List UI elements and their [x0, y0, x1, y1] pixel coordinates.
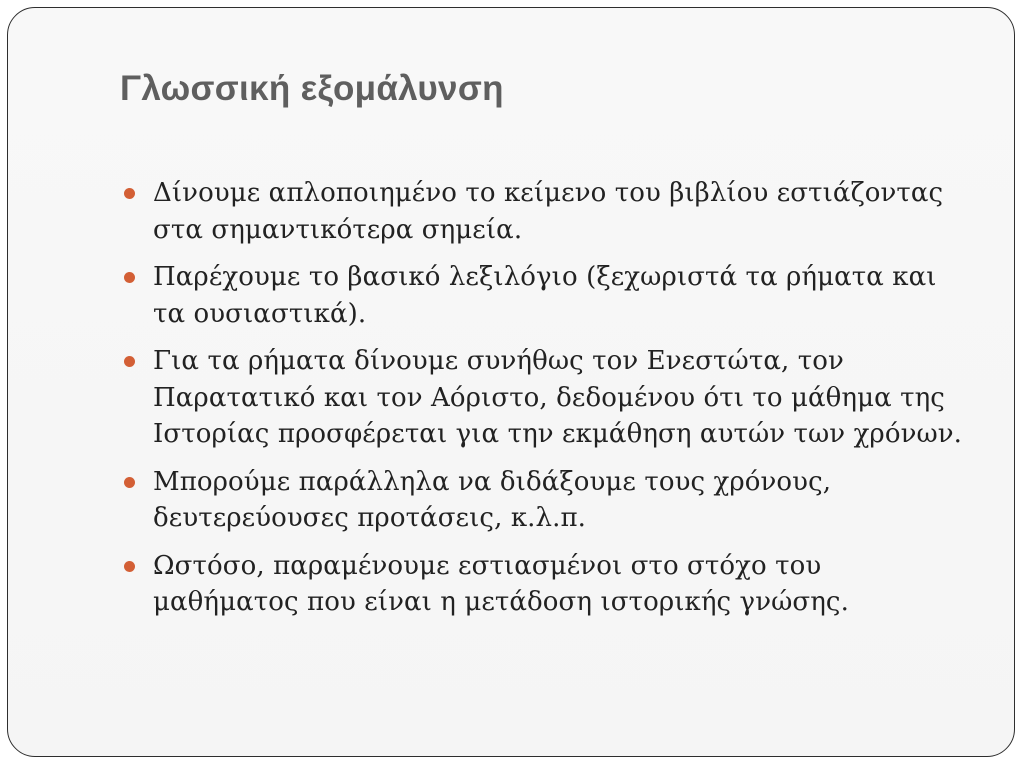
bullet-dot-icon	[124, 561, 135, 572]
bullet-item	[124, 548, 974, 621]
bullet-item	[124, 464, 974, 537]
bullet-text: Μπορούμε παράλληλα να διδάξουμε τους χρόνους, δευτερεύουσες προτάσεις, κ.λ.π.	[153, 466, 832, 533]
bullet-item	[124, 343, 974, 453]
bullet-item	[124, 259, 974, 332]
bullet-dot-icon	[124, 272, 135, 283]
bullet-text: Για τα ρήματα δίνουμε συνήθως τον Ενεστώτα, τον Παρατατικό και τον Αόριστο, δεδομένου ότι το μάθημα της Ιστορίας προσφέρεται για την εκμάθηση αυτών των χρόνων.	[153, 346, 963, 449]
bullet-text: Παρέχουμε το βασικό λεξιλόγιο (ξεχωριστά τα ρήματα και τα ουσιαστικά).	[153, 262, 937, 329]
bullet-item	[124, 175, 974, 248]
bullet-text: Ωστόσο, παραμένουμε εστιασμένοι στο στόχο του μαθήματος που είναι η μετάδοση ιστορικής γνώσης.	[153, 550, 849, 617]
bullet-list	[124, 175, 974, 632]
bullet-dot-icon	[124, 477, 135, 488]
bullet-dot-icon	[124, 356, 135, 367]
bullet-text: Δίνουμε απλοποιημένο το κείμενο του βιβλίου εστιάζοντας στα σημαντικότερα σημεία.	[153, 178, 944, 245]
bullet-dot-icon	[124, 188, 135, 199]
slide-title: Γλωσσική εξομάλυνση	[120, 69, 504, 108]
slide-frame	[7, 7, 1015, 757]
